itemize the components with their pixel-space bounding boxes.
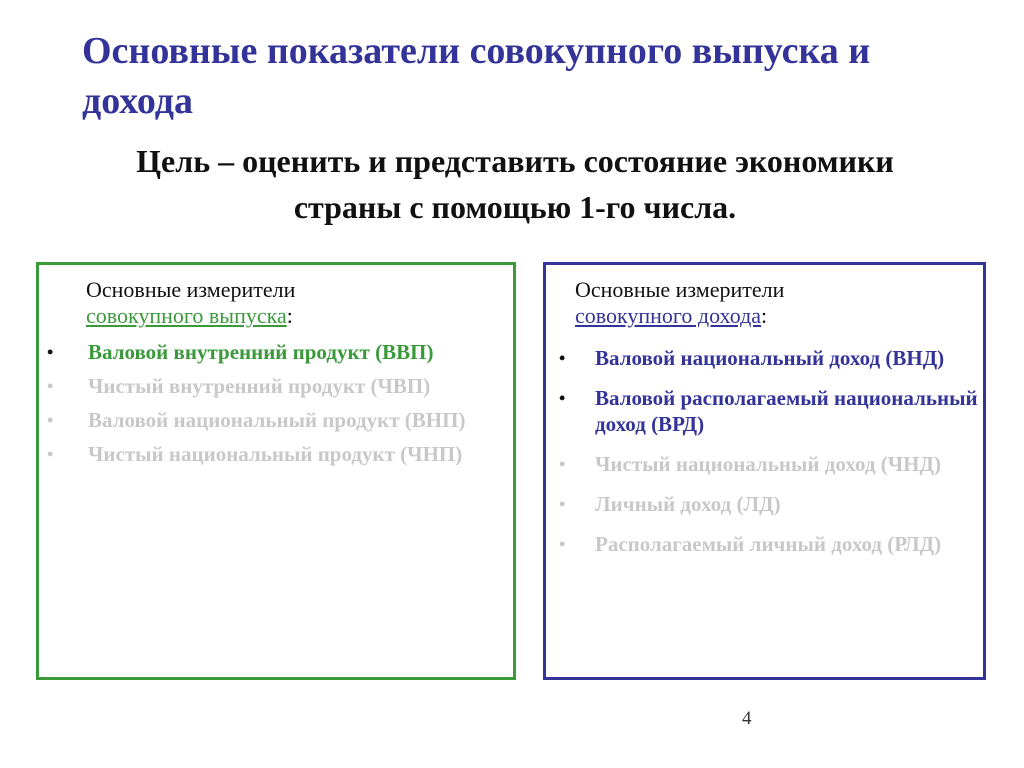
list-item [546, 491, 984, 517]
list-item-text: Валовой национальный доход (ВНД) [595, 346, 945, 370]
slide-subtitle: Цель – оценить и представить состояние экономики страны с помощью 1-го числа. [136, 143, 894, 225]
bullet-icon: • [47, 342, 54, 362]
list-item [546, 345, 984, 371]
bullet-icon: • [47, 410, 54, 430]
bullet-icon: • [47, 376, 54, 396]
income-heading-suffix: : [761, 303, 768, 328]
output-heading-prefix: Основные измерители [86, 277, 296, 302]
list-item-text: Чистый национальный продукт (ЧНП) [88, 442, 463, 466]
bullet-icon: • [559, 454, 566, 474]
bullet-icon: • [47, 444, 54, 464]
list-item [39, 339, 509, 365]
list-item [546, 451, 984, 477]
bullet-icon: • [559, 348, 566, 368]
income-heading-link[interactable]: совокупного дохода [575, 303, 762, 328]
list-item-text: Чистый внутренний продукт (ЧВП) [88, 374, 431, 398]
income-heading-prefix: Основные измерители [575, 277, 785, 302]
list-item [39, 441, 509, 467]
list-item [39, 373, 509, 399]
bullet-icon: • [559, 534, 566, 554]
output-measures-panel [36, 262, 516, 680]
list-item-text: Валовой внутренний продукт (ВВП) [88, 340, 434, 364]
bullet-icon: • [559, 494, 566, 514]
list-item-text: Валовой располагаемый национальный доход (ВРД) [595, 386, 978, 436]
list-item-text: Личный доход (ЛД) [595, 492, 781, 516]
list-item [546, 531, 984, 557]
list-item-text: Валовой национальный продукт (ВНП) [88, 408, 466, 432]
output-heading-suffix: : [286, 303, 293, 328]
output-measures-heading [86, 277, 295, 329]
list-item-text: Чистый национальный доход (ЧНД) [595, 452, 941, 476]
income-measures-list [546, 345, 984, 571]
page-number: 4 [742, 708, 752, 729]
output-heading-link[interactable]: совокупного выпуска [86, 303, 287, 328]
income-measures-panel [543, 262, 986, 680]
output-measures-list [39, 339, 509, 475]
list-item-text: Располагаемый личный доход (РЛД) [595, 532, 942, 556]
list-item [39, 407, 509, 433]
bullet-icon: • [559, 388, 566, 408]
income-measures-heading [575, 277, 784, 329]
list-item [546, 385, 984, 437]
slide-title: Основные показатели совокупного выпуска и дохода [82, 30, 871, 122]
